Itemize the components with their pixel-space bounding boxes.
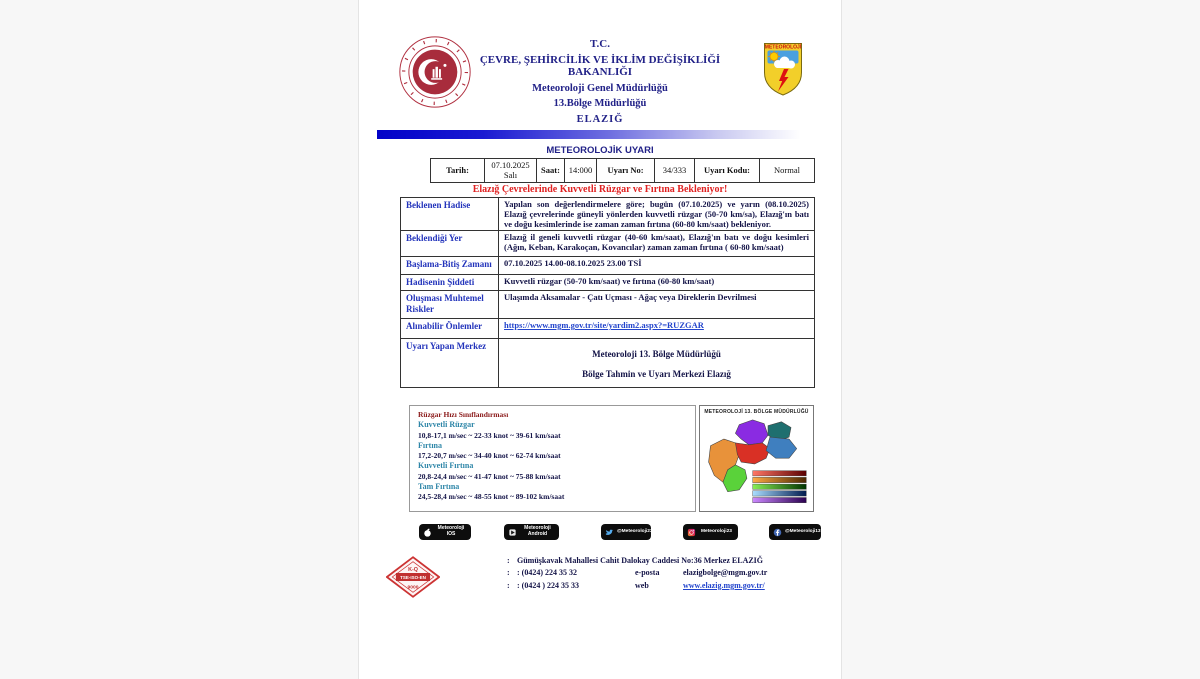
contact-email: elazigbolge@mgm.gov.tr bbox=[683, 568, 768, 578]
row-label: Alınabilir Önlemler bbox=[401, 319, 499, 338]
contact-address: Gümüşkavak Mahallesi Cahit Dalokay Caddesi No:36 Merkez ELAZIĞ bbox=[517, 556, 764, 565]
region-map-box bbox=[699, 405, 814, 512]
contact-phone-1: : (0424) 224 35 32 bbox=[517, 568, 577, 578]
precautions-link[interactable]: https://www.mgm.gov.tr/site/yardim2.aspx?=RUZGAR bbox=[504, 320, 704, 331]
table-row bbox=[401, 318, 814, 338]
document-header bbox=[469, 38, 731, 125]
warning-code-value: Normal bbox=[759, 159, 814, 182]
row-value bbox=[499, 339, 814, 387]
header-tc: T.C. bbox=[590, 38, 610, 50]
date-label: Tarih: bbox=[446, 164, 469, 175]
time-label: Saat: bbox=[536, 159, 564, 182]
legend-class-range: 17,2-20,7 m/sec ~ 34-40 knot ~ 62-74 km/saat bbox=[418, 451, 561, 461]
contact-phone-2: : (0424 ) 224 35 33 bbox=[517, 580, 579, 590]
tse-text-kq: K-Q bbox=[408, 567, 418, 574]
row-value: Kuvvetli rüzgar (50-70 km/saat) ve fırtına (60-80 km/saat) bbox=[504, 276, 715, 287]
colon: : bbox=[507, 568, 510, 578]
row-label: Beklenen Hadise bbox=[401, 198, 499, 230]
contact-address-line bbox=[507, 556, 827, 566]
tse-text-iso: TSE-ISO-EN bbox=[400, 575, 426, 581]
wind-scale-legend bbox=[409, 405, 696, 512]
legend-title: Rüzgar Hızı Sınıflandırması bbox=[418, 410, 509, 419]
issuing-center-line1: Meteoroloji 13. Bölge Müdürlüğü bbox=[592, 349, 721, 360]
tse-logo bbox=[386, 555, 440, 599]
date-value bbox=[484, 159, 536, 182]
date-value-date: 07.10.2025 bbox=[491, 160, 530, 171]
table-row bbox=[401, 338, 814, 387]
social-badge-facebook[interactable] bbox=[769, 524, 821, 540]
social-badge-twitter[interactable] bbox=[601, 524, 651, 540]
warning-headline: Elazığ Çevrelerinde Kuvvetli Rüzgar ve Fırtına Bekleniyor! bbox=[472, 184, 728, 195]
header-ministry: ÇEVRE, ŞEHİRCİLİK VE İKLİM DEĞİŞİKLİĞİ BAKANLIĞI bbox=[479, 54, 721, 78]
ministry-emblem-icon bbox=[397, 34, 473, 110]
legend-class-name: Tam Fırtına bbox=[418, 481, 460, 491]
legend-class-name: Kuvvetli Fırtına bbox=[418, 461, 474, 471]
row-value: 07.10.2025 14.00-08.10.2025 23.00 TSİ bbox=[504, 258, 642, 269]
social-badge-instagram[interactable] bbox=[683, 524, 738, 540]
row-label: Hadisenin Şiddeti bbox=[401, 275, 499, 290]
colon: : bbox=[507, 556, 510, 565]
table-row bbox=[401, 256, 814, 274]
website-link[interactable]: www.elazig.mgm.gov.tr/ bbox=[683, 580, 765, 590]
map-color-ramps bbox=[753, 471, 807, 503]
social-badge-label: Meteoroloji23 bbox=[701, 529, 732, 535]
row-label: Beklendiği Yer bbox=[401, 231, 499, 256]
row-value: Ulaşımda Aksamalar - Çatı Uçması - Ağaç veya Direklerin Devrilmesi bbox=[504, 292, 757, 303]
row-value: Yapılan son değerlendirmelere göre; bugün (07.10.2025) ve yarın (08.10.2025) Elazığ çevrelerinde güneyli yönlerden kuvvetli rüzgar (50-70 km/sa), Elazığ'ın batı ve doğu kesimlerinde ise zaman zaman fırtına (60-80 km/saat) bekleniyor. bbox=[504, 199, 809, 230]
map-title: METEOROLOJİ 13. BÖLGE MÜDÜRLÜĞÜ bbox=[704, 409, 809, 415]
row-label: Oluşması Muhtemel Riskler bbox=[401, 291, 499, 318]
social-badge-label: Meteoroloji IOS bbox=[437, 525, 465, 537]
warning-detail-table bbox=[400, 197, 815, 388]
instagram-icon bbox=[687, 528, 696, 537]
social-badge-label: @Meteoroloji23 bbox=[617, 529, 653, 535]
row-value: Elazığ il geneli kuvvetli rüzgar (40-60 km/saat), Elazığ'ın batı ve doğu kesimleri (Ağın, Keban, Karakoçan, Kovancılar) zaman zaman fırtına ( 60-80 km/saat) bbox=[504, 232, 809, 253]
facebook-icon bbox=[773, 528, 782, 537]
eposta-label: e-posta bbox=[635, 568, 660, 578]
legend-class-range: 10,8-17,1 m/sec ~ 22-33 knot ~ 39-61 km/saat bbox=[418, 430, 561, 440]
contact-phone-line-2 bbox=[507, 581, 827, 591]
twitter-icon bbox=[605, 528, 614, 537]
social-badge-android[interactable] bbox=[504, 524, 559, 540]
social-badge-ios[interactable] bbox=[419, 524, 471, 540]
warning-document-page bbox=[359, 0, 841, 679]
table-row bbox=[401, 274, 814, 290]
legend-class-name: Kuvvetli Rüzgar bbox=[418, 420, 475, 430]
time-value: 14:000 bbox=[564, 159, 596, 182]
gradient-divider-bar bbox=[377, 130, 801, 139]
legend-class-range: 20,8-24,4 m/sec ~ 41-47 knot ~ 75-88 km/saat bbox=[418, 471, 561, 481]
warning-info-table bbox=[430, 158, 815, 183]
row-label: Başlama-Bitiş Zamanı bbox=[401, 257, 499, 274]
social-badge-label: Meteoroloji Android bbox=[524, 525, 551, 537]
android-icon bbox=[508, 528, 517, 537]
row-value bbox=[499, 319, 814, 338]
apple-icon bbox=[423, 528, 432, 537]
table-row bbox=[401, 230, 814, 256]
header-org: Meteoroloji Genel Müdürlüğü bbox=[532, 83, 668, 94]
meteoroloji-shield-icon bbox=[763, 38, 803, 98]
issuing-center-line2: Bölge Tahmin ve Uyarı Merkezi Elazığ bbox=[582, 368, 731, 379]
web-label: web bbox=[635, 580, 649, 590]
warning-no-value: 34/333 bbox=[654, 159, 694, 182]
section-title: METEOROLOJİK UYARI bbox=[546, 145, 654, 156]
table-row bbox=[401, 198, 814, 230]
warning-no-label: Uyarı No: bbox=[596, 159, 654, 182]
contact-block bbox=[507, 556, 827, 593]
map-region-north bbox=[735, 420, 768, 445]
map-region-east bbox=[766, 437, 797, 458]
social-badge-label: @Meteoroloji13 bbox=[785, 529, 821, 535]
warning-code-label: Uyarı Kodu: bbox=[694, 159, 759, 182]
colon: : bbox=[507, 580, 510, 590]
legend-class-range: 24,5-28,4 m/sec ~ 48-55 knot ~ 89-102 km/saat bbox=[418, 492, 565, 502]
map-region-center bbox=[735, 443, 770, 464]
header-region: 13.Bölge Müdürlüğü bbox=[553, 98, 647, 109]
tse-text-9000: 9000 bbox=[407, 585, 419, 591]
region-map bbox=[702, 417, 811, 509]
date-value-day: Salı bbox=[503, 169, 518, 180]
contact-phone-line-1 bbox=[507, 568, 827, 578]
table-row bbox=[401, 290, 814, 318]
legend-class-name: Fırtına bbox=[418, 440, 442, 450]
row-label: Uyarı Yapan Merkez bbox=[401, 339, 499, 387]
header-city: ELAZIĞ bbox=[576, 114, 624, 125]
shield-text: METEOROLOJİ bbox=[764, 44, 802, 51]
